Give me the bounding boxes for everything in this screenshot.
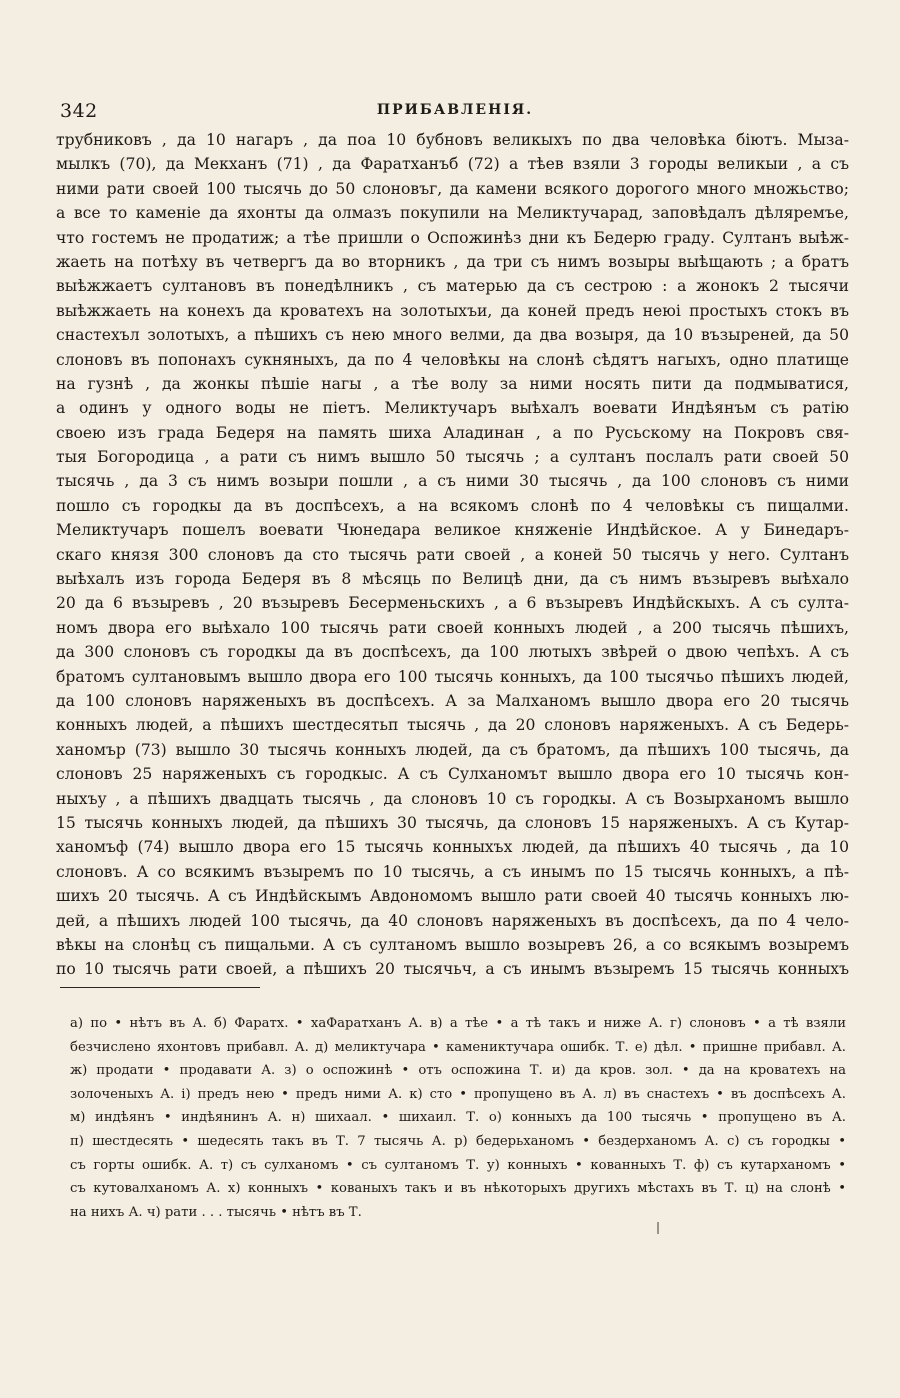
footnote-line: а) по • нѣтъ въ А. б) Фаратх. • хаФаратханъ А. в) а тѣе • а тѣ такъ и ниже А. г) слоновъ • а тѣ взяли [70,1016,846,1031]
text-line: ханомъф (74) вышло двора его 15 тысячь конныхъх людей, да пѣшихъ 40 тысячь , да 10 [56,838,849,857]
text-line: слоновъ. А со всякимъ възыремъ по 10 тысячь, а съ инымъ по 15 тысячь конныхъ, а пѣ- [56,862,849,881]
page-mark [657,1222,659,1234]
text-line: ними рати своей 100 тысячь до 50 слоновъг, да камени всякого дорогого много множьство; [56,179,849,198]
footnote-divider [60,987,260,988]
text-line: пошло съ городкы да въ доспѣсехъ, а на всякомъ слонѣ по 4 человѣкы съ пищалми. [56,496,849,515]
text-line: своею изъ града Бедеря на память шиха Аладинан , а по Русьскому на Покровъ свя- [56,423,849,442]
text-line: тыя Богородица , а рати съ нимъ вышло 50 тысячь ; а султанъ послалъ рати своей 50 [56,448,849,467]
text-line: а одинъ у одного воды не піетъ. Меликтучаръ выѣхалъ воевати Индѣянъм съ ратію [56,399,849,418]
text-line: выѣхалъ изъ города Бедеря въ 8 мѣсяць по Велицѣ дни, да съ нимъ възыревъ выѣхало [56,570,849,589]
footnote-line: на нихъ А. ч) рати . . . тысячь • нѣтъ въ Т. [70,1204,362,1220]
text-line: снастехъл золотыхъ, а пѣшихъ съ нею много велми, да два возыря, да 10 възыреней, да 50 [56,326,849,345]
text-line: дей, а пѣшихъ людей 100 тысячь, да 40 слоновъ наряженыхъ въ доспѣсехъ, да по 4 чело- [56,911,849,930]
footnotes [70,1012,846,1224]
text-line: конныхъ людей, а пѣшихъ шестдесятьп тысячь , да 20 слоновъ наряженыхъ. А съ Бедерь- [56,716,849,735]
text-line: да 300 слоновъ съ городкы да въ доспѣсехъ, да 100 лютыхъ звѣрей о двою чепѣхъ. А съ [56,643,849,662]
text-line: братомъ султановымъ вышло двора его 100 тысячь конныхъ, да 100 тысячьо пѣшихъ людей, [56,667,849,686]
text-line: на гузнѣ , да жонкы пѣшіе нагы , а тѣе волу за ними носять пити да подмыватися, [56,374,849,393]
text-line: вѣкы на слонѣц съ пищальми. А съ султаномъ вышло возыревъ 26, а со всякымъ возыремъ [56,935,849,954]
text-line: ханомър (73) вышло 30 тысячь конныхъ людей, да съ братомъ, да пѣшихъ 100 тысячь, да [56,740,849,759]
text-line: шихъ 20 тысячь. А съ Индѣйскымъ Авдономомъ вышло рати своей 40 тысячь конныхъ лю- [56,887,849,906]
text-line: да 100 слоновъ наряженыхъ въ доспѣсехъ. А за Малханомъ вышло двора его 20 тысячь [56,691,849,710]
footnote-line: съ горты ошибк. А. т) съ сулханомъ • съ султаномъ Т. у) конныхъ • кованныхъ Т. ф) съ кутарханомъ • [70,1157,846,1173]
text-line: слоновъ 25 наряженыхъ съ городкыс. А съ Сулханомът вышло двора его 10 тысячь кон- [56,765,849,784]
footnote-line: золоченыхъ А. і) предъ нею • предъ ними А. к) сто • пропущено въ А. л) въ снастехъ • въ доспѣсехъ А. [70,1086,846,1102]
text-line: 20 да 6 възыревъ , 20 възыревъ Бесерменьскихъ , а 6 възыревъ Индѣйскыхъ. А съ султа- [56,594,849,613]
text-line: по 10 тысячь рати своей, а пѣшихъ 20 тысячьч, а съ инымъ възыремъ 15 тысячь конныхъ [56,960,849,979]
page-header [60,100,850,126]
text-line: скаго князя 300 слоновъ да сто тысячь рати своей , а коней 50 тысячь у него. Султанъ [56,545,849,564]
footnote-line: безчислено яхонтовъ прибавл. А. д) меликтучара • камениктучара ошибк. Т. е) дѣл. • пришне прибавл. А. [70,1039,846,1055]
running-title: ПРИБАВЛЕНІЯ. [376,102,534,118]
text-line: тысячь , да 3 съ нимъ возыри пошли , а съ ними 30 тысячь , да 100 слоновъ съ ними [56,472,849,491]
text-line: Меликтучаръ пошелъ воевати Чюнедара великое княженіе Индѣйское. А у Бинедаръ- [56,521,849,540]
main-text [56,128,849,982]
text-line: трубниковъ , да 10 нагаръ , да поа 10 бубновъ великыхъ по два человѣка біютъ. Мыза- [56,131,849,149]
text-line: а все то каменіе да яхонты да олмазъ покупили на Меликтучарад, заповѣдалъ дѣляремъе, [56,204,849,223]
footnote-line: м) индѣянъ • индѣянинъ А. н) шихаал. • шихаил. Т. о) конныхъ да 100 тысячь • пропущено въ А. [70,1110,846,1126]
text-line: выѣжжаеть на конехъ да кроватехъ на золотыхъи, да коней предъ неюі простыхъ стокъ въ [56,301,849,320]
text-line: что гостемъ не продатиж; а тѣе пришли о Оспожинѣз дни къ Бедерю граду. Султанъ выѣж- [56,228,849,247]
text-line: слоновъ въ попонахъ сукняныхъ, да по 4 человѣкы на слонѣ сѣдятъ нагыхъ, одно платище [56,350,849,369]
text-line: ныхъу , а пѣшихъ двадцать тысячь , да слоновъ 10 съ городкы. А съ Возырханомъ вышло [56,789,849,808]
text-line: выѣжжаетъ султановъ въ понедѣлникъ , съ матерью да съ сестрою : а жонокъ 2 тысячи [56,277,849,296]
text-line: жаеть на потѣху въ четвергъ да во вторникъ , да три съ нимъ возыры выѣщають ; а братъ [56,252,849,271]
footnote-line: п) шестдесять • шедесять такъ въ Т. 7 тысячь А. р) бедерьханомъ • бездерханомъ А. с) съ городкы • [70,1133,846,1149]
text-line: мылкъ (70), да Мекханъ (71) , да Фаратханъб (72) а тѣев взяли 3 городы великыи , а съ [56,155,849,174]
footnote-line: ж) продати • продавати А. з) о оспожинѣ • отъ оспожина Т. и) да кров. зол. • да на кроватехъ на [70,1063,846,1079]
text-line: номъ двора его выѣхало 100 тысячь рати своей конныхъ людей , а 200 тысячь пѣшихъ, [56,618,849,637]
page-number: 342 [60,100,98,122]
footnote-line: съ кутовалханомъ А. х) конныхъ • кованыхъ такъ и въ нѣкоторыхъ другихъ мѣстахъ въ Т. ц) на слонѣ • [70,1181,846,1197]
text-line: 15 тысячь конныхъ людей, да пѣшихъ 30 тысячь, да слоновъ 15 наряженыхъ. А съ Кутар- [56,813,849,832]
